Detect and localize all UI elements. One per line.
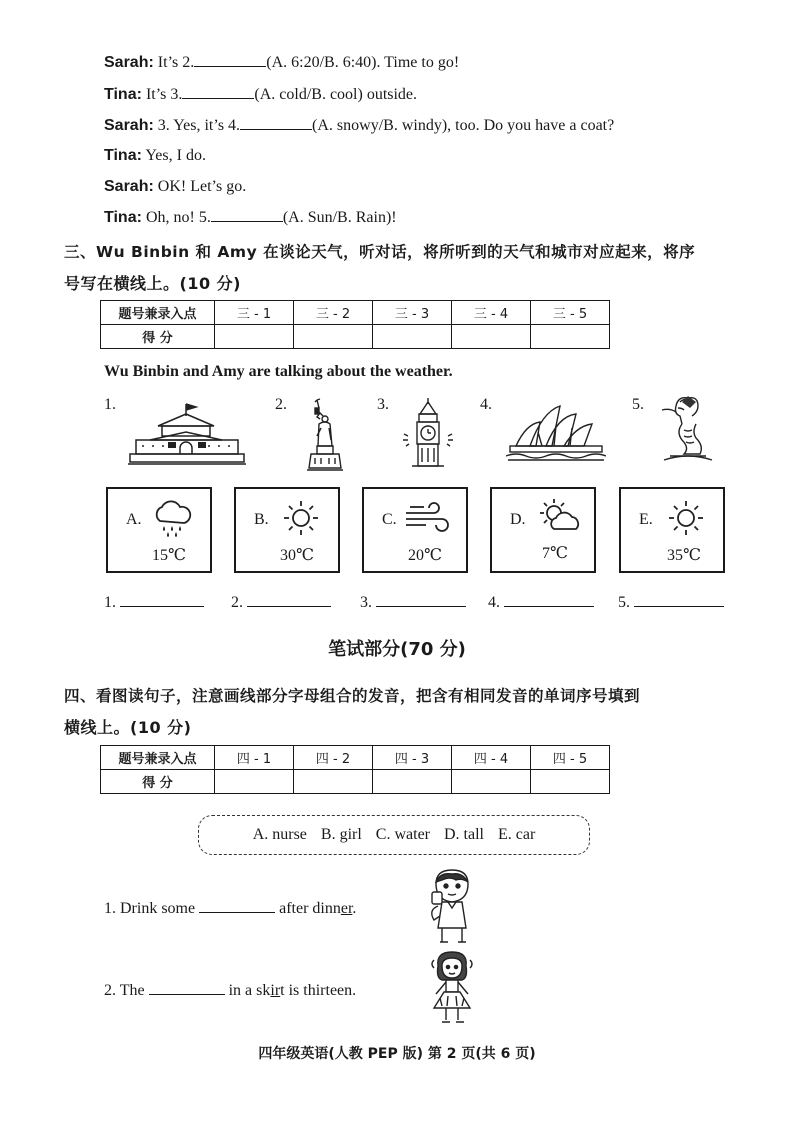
question-text: in a sk <box>228 982 271 999</box>
section3-title-line2: 号写在横线上。(10 分) <box>64 274 241 293</box>
option: C. water <box>375 826 430 843</box>
score-label: 得 分 <box>101 325 215 349</box>
section3-score-table <box>100 300 610 349</box>
option-letter: C. <box>382 511 397 528</box>
speaker: Sarah <box>104 178 149 195</box>
score-cell[interactable] <box>452 325 531 349</box>
answer-blank[interactable] <box>149 980 225 995</box>
answer-blank[interactable] <box>240 115 312 130</box>
dialogue-line-5: Sarah: OK! Let’s go. <box>104 178 247 195</box>
written-part-title: 笔试部分(70 分) <box>328 639 466 660</box>
speaker: Tina <box>104 86 137 103</box>
option: E. car <box>498 826 536 843</box>
option-letter: D. <box>510 511 526 528</box>
dialogue-line-6: Tina: Oh, no! 5. (A. Sun/B. Rain)! <box>104 209 397 226</box>
line-text: It’s 2. <box>157 54 195 71</box>
answer-number: 1. <box>104 594 116 611</box>
answer-number: 5. <box>618 594 630 611</box>
wind-icon <box>402 501 452 535</box>
line-options: (A. snowy/B. windy), too. Do you have a coat? <box>312 117 615 134</box>
line-options: (A. cold/B. cool) outside. <box>254 86 418 103</box>
dialogue-line-3: Sarah: 3. Yes, it’s 4. (A. snowy/B. windy), too. Do you have a coat? <box>104 117 615 134</box>
line-text: 3. Yes, it’s 4. <box>157 117 241 134</box>
score-label: 得 分 <box>101 770 215 794</box>
question-text: 2. The <box>104 982 145 999</box>
option-letter: A. <box>126 511 142 528</box>
landmark-number: 1. <box>104 396 116 413</box>
answer-2 <box>231 592 331 612</box>
boy-drinking-picture <box>422 866 480 946</box>
answer-3 <box>360 592 466 612</box>
underlined-letters: ir <box>270 982 281 999</box>
sydney-opera-house-picture <box>506 402 606 462</box>
option-letter: B. <box>254 511 269 528</box>
option-letter: E. <box>639 511 653 528</box>
score-cell[interactable] <box>452 770 531 794</box>
temperature: 30℃ <box>280 547 314 564</box>
sun-cloud-icon <box>538 497 584 535</box>
option: A. nurse <box>252 826 307 843</box>
landmark-number: 3. <box>377 396 389 413</box>
speaker: Tina <box>104 147 137 164</box>
line-options: (A. Sun/B. Rain)! <box>282 209 397 226</box>
rain-cloud-icon <box>150 499 196 539</box>
section4-score-table <box>100 745 610 794</box>
underlined-letters: er <box>340 900 353 917</box>
landmark-number: 4. <box>480 396 492 413</box>
score-cell[interactable] <box>215 325 294 349</box>
answer-number: 2. <box>231 594 243 611</box>
score-header: 题号兼录入点 <box>101 301 215 325</box>
temperature: 20℃ <box>408 547 442 564</box>
statue-of-liberty-picture <box>303 398 347 474</box>
line-text: Yes, I do. <box>145 147 206 164</box>
question-1 <box>104 898 356 918</box>
line-options: (A. 6:20/B. 6:40). Time to go! <box>266 54 460 71</box>
landmark-number: 2. <box>275 396 287 413</box>
answer-blank[interactable] <box>211 207 283 222</box>
line-text: It’s 3. <box>145 86 183 103</box>
temperature: 15℃ <box>152 547 186 564</box>
line-text: Oh, no! 5. <box>145 209 211 226</box>
landmark-number: 5. <box>632 396 644 413</box>
question-text: 1. Drink some <box>104 900 196 917</box>
answer-blank[interactable] <box>247 592 331 607</box>
answer-number: 3. <box>360 594 372 611</box>
page-footer: 四年级英语(人教 PEP 版) 第 2 页(共 6 页) <box>258 1046 536 1062</box>
score-cell[interactable] <box>373 770 452 794</box>
answer-blank[interactable] <box>634 592 724 607</box>
weather-card-e <box>619 487 725 573</box>
answer-blank[interactable] <box>120 592 204 607</box>
score-cell[interactable] <box>373 325 452 349</box>
line-text: OK! Let’s go. <box>157 178 247 195</box>
word-options-box <box>198 815 590 855</box>
question-text: after dinn <box>279 900 341 917</box>
merlion-picture <box>660 390 716 462</box>
score-col: 三 - 3 <box>373 301 452 325</box>
answer-blank[interactable] <box>182 84 254 99</box>
dialogue-line-1: Sarah: It’s 2. (A. 6:20/B. 6:40). Time to go! <box>104 54 460 71</box>
section3-subtitle: Wu Binbin and Amy are talking about the weather. <box>104 363 453 380</box>
temperature: 7℃ <box>542 545 568 562</box>
dialogue-line-4: Tina: Yes, I do. <box>104 147 206 164</box>
score-col: 三 - 5 <box>531 301 610 325</box>
question-text: t is thirteen. <box>280 982 357 999</box>
weather-card-c <box>362 487 468 573</box>
score-cell[interactable] <box>294 770 373 794</box>
girl-in-skirt-picture <box>426 950 476 1026</box>
question-text: . <box>352 900 357 917</box>
sun-icon <box>667 499 705 537</box>
answer-4 <box>488 592 594 612</box>
question-2 <box>104 980 356 1000</box>
answer-blank[interactable] <box>504 592 594 607</box>
answer-number: 4. <box>488 594 500 611</box>
score-col: 三 - 4 <box>452 301 531 325</box>
score-header: 题号兼录入点 <box>101 746 215 770</box>
tiananmen-picture <box>128 402 246 466</box>
section3-title-line1: 三、Wu Binbin 和 Amy 在谈论天气，听对话，将所听到的天气和城市对应起来，将序 <box>64 243 696 261</box>
score-cell[interactable] <box>531 325 610 349</box>
big-ben-picture <box>398 396 458 470</box>
weather-card-d <box>490 487 596 573</box>
score-col: 四 - 4 <box>452 746 531 770</box>
temperature: 35℃ <box>667 547 701 564</box>
sun-icon <box>282 499 320 537</box>
score-col: 四 - 3 <box>373 746 452 770</box>
dialogue-line-2: Tina: It’s 3. (A. cold/B. cool) outside. <box>104 86 418 103</box>
weather-card-a <box>106 487 212 573</box>
score-cell[interactable] <box>294 325 373 349</box>
speaker: Sarah <box>104 117 149 134</box>
section4-title-line2: 横线上。(10 分) <box>64 718 192 737</box>
answer-1 <box>104 592 204 612</box>
speaker: Sarah <box>104 54 149 71</box>
score-cell[interactable] <box>531 770 610 794</box>
score-col: 四 - 5 <box>531 746 610 770</box>
option: B. girl <box>320 826 362 843</box>
option: D. tall <box>444 826 484 843</box>
score-cell[interactable] <box>215 770 294 794</box>
score-col: 三 - 2 <box>294 301 373 325</box>
score-col: 四 - 1 <box>215 746 294 770</box>
answer-blank[interactable] <box>199 898 275 913</box>
answer-5 <box>618 592 724 612</box>
speaker: Tina <box>104 209 137 226</box>
weather-card-b <box>234 487 340 573</box>
answer-blank[interactable] <box>376 592 466 607</box>
score-col: 三 - 1 <box>215 301 294 325</box>
section4-title-line1: 四、看图读句子，注意画线部分字母组合的发音，把含有相同发音的单词序号填到 <box>64 687 641 705</box>
answer-blank[interactable] <box>194 52 266 67</box>
score-col: 四 - 2 <box>294 746 373 770</box>
